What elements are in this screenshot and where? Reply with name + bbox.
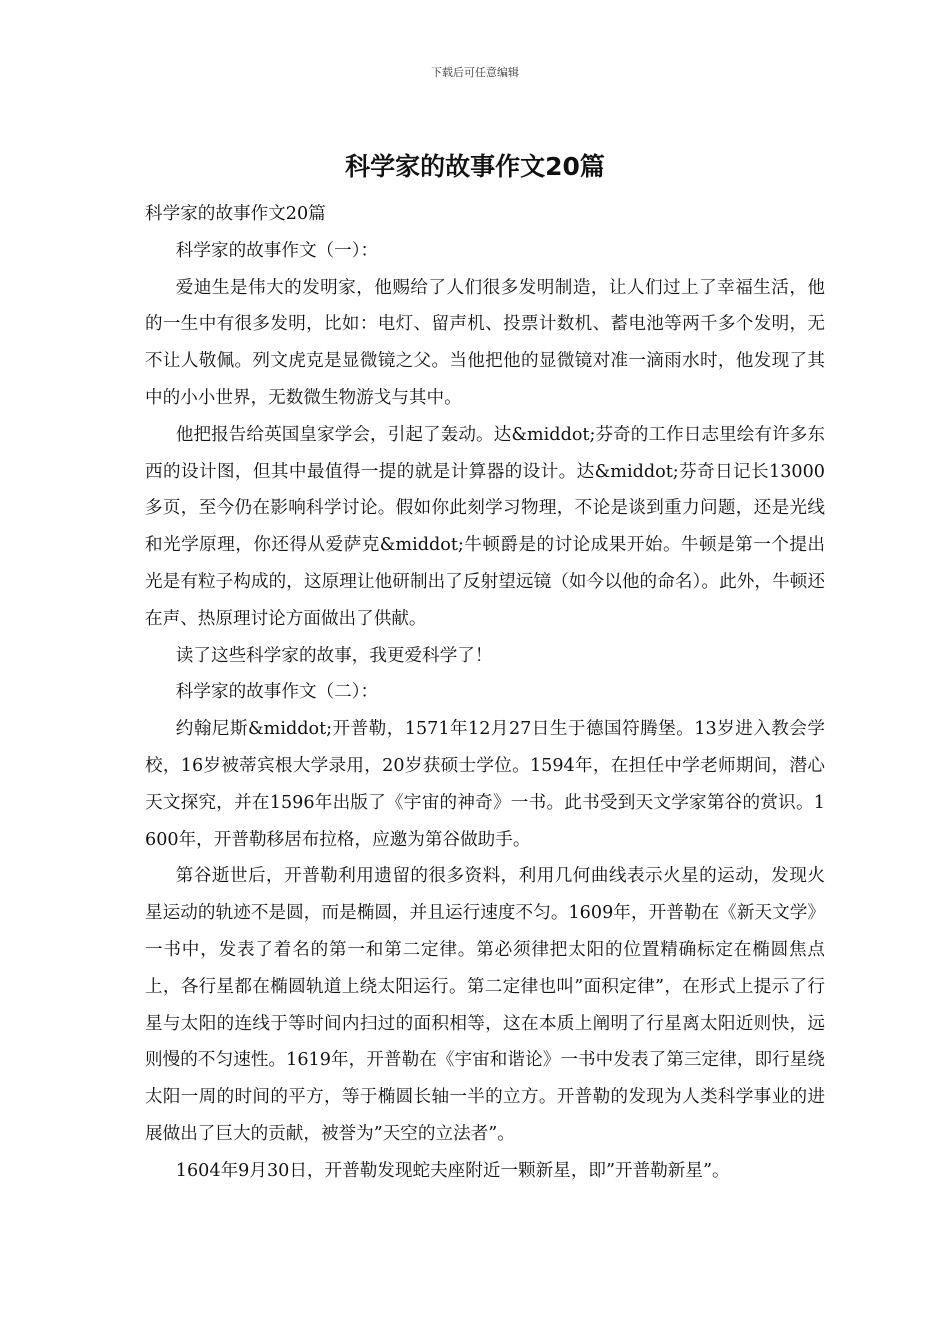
paragraph: 读了这些科学家的故事，我更爱科学了！ <box>175 645 493 666</box>
section-heading-2: 科学家的故事作文（二）： <box>175 682 379 703</box>
section-heading-1: 科学家的故事作文（一）： <box>175 240 379 261</box>
paragraph: 爱迪生是伟大的发明家，他赐给了人们很多发明制造，让人们过上了幸福生活，他的一生中有很多发明，比如：电灯、留声机、投票计数机、蓄电池等两千多个发明，无不让人敬佩。列文虎克是显微镜之父。当他把他的显微镜对准一滴雨水时，他发现了其中的小小世界，无数微生物游戈与其中。 <box>145 277 825 408</box>
document-body <box>145 196 825 1190</box>
header-note: 下载后可任意编辑 <box>431 66 519 79</box>
paragraph: 第谷逝世后，开普勒利用遗留的很多资料，利用几何曲线表示火星的运动，发现火星运动的轨迹不是圆，而是椭圆，并且运行速度不匀。1609年，开普勒在《新天文学》一书中，发表了着名的第一和第二定律。第必须律把太阳的位置精确标定在椭圆焦点上，各行星都在椭圆轨道上绕太阳运行。第二定律也叫”面积定律”，在形式上提示了行星与太阳的连线于等时间内扫过的面积相等，这在本质上阐明了行星离太阳近则快，远则慢的不匀速性。1619年，开普勒在《宇宙和谐论》一书中发表了第三定律，即行星绕太阳一周的时间的平方，等于椭圆长轴一半的立方。开普勒的发现为人类科学事业的进展做出了巨大的贡献，被誉为”天空的立法者”。 <box>145 866 825 1144</box>
paragraph-subtitle: 科学家的故事作文20篇 <box>145 204 326 224</box>
paragraph: 他把报告给英国皇家学会，引起了轰动。达&middot;芬奇的工作日志里绘有许多东西的设计图，但其中最值得一提的就是计算器的设计。达&middot;芬奇日记长13000多页，至今仍在影响科学讨论。假如你此刻学习物理，不论是谈到重力问题，还是光线和光学原理，你还得从爱萨克&middot;牛顿爵是的讨论成果开始。牛顿是第一个提出光是有粒子构成的，这原理让他研制出了反射望远镜（如今以他的命名）。此外，牛顿还在声、热原理讨论方面做出了供献。 <box>145 424 825 629</box>
paragraph: 1604年9月30日，开普勒发现蛇夫座附近一颗新星，即”开普勒新星”。 <box>175 1160 730 1181</box>
document-title: 科学家的故事作文20篇 <box>345 152 605 181</box>
paragraph: 约翰尼斯&middot;开普勒，1571年12月27日生于德国符腾堡。13岁进入教会学校，16岁被蒂宾根大学录用，20岁获硕士学位。1594年，在担任中学老师期间，潜心天文探究，并在1596年出版了《宇宙的神奇》一书。此书受到天文学家第谷的赏识。1600年，开普勒移居布拉格，应邀为第谷做助手。 <box>145 719 825 850</box>
